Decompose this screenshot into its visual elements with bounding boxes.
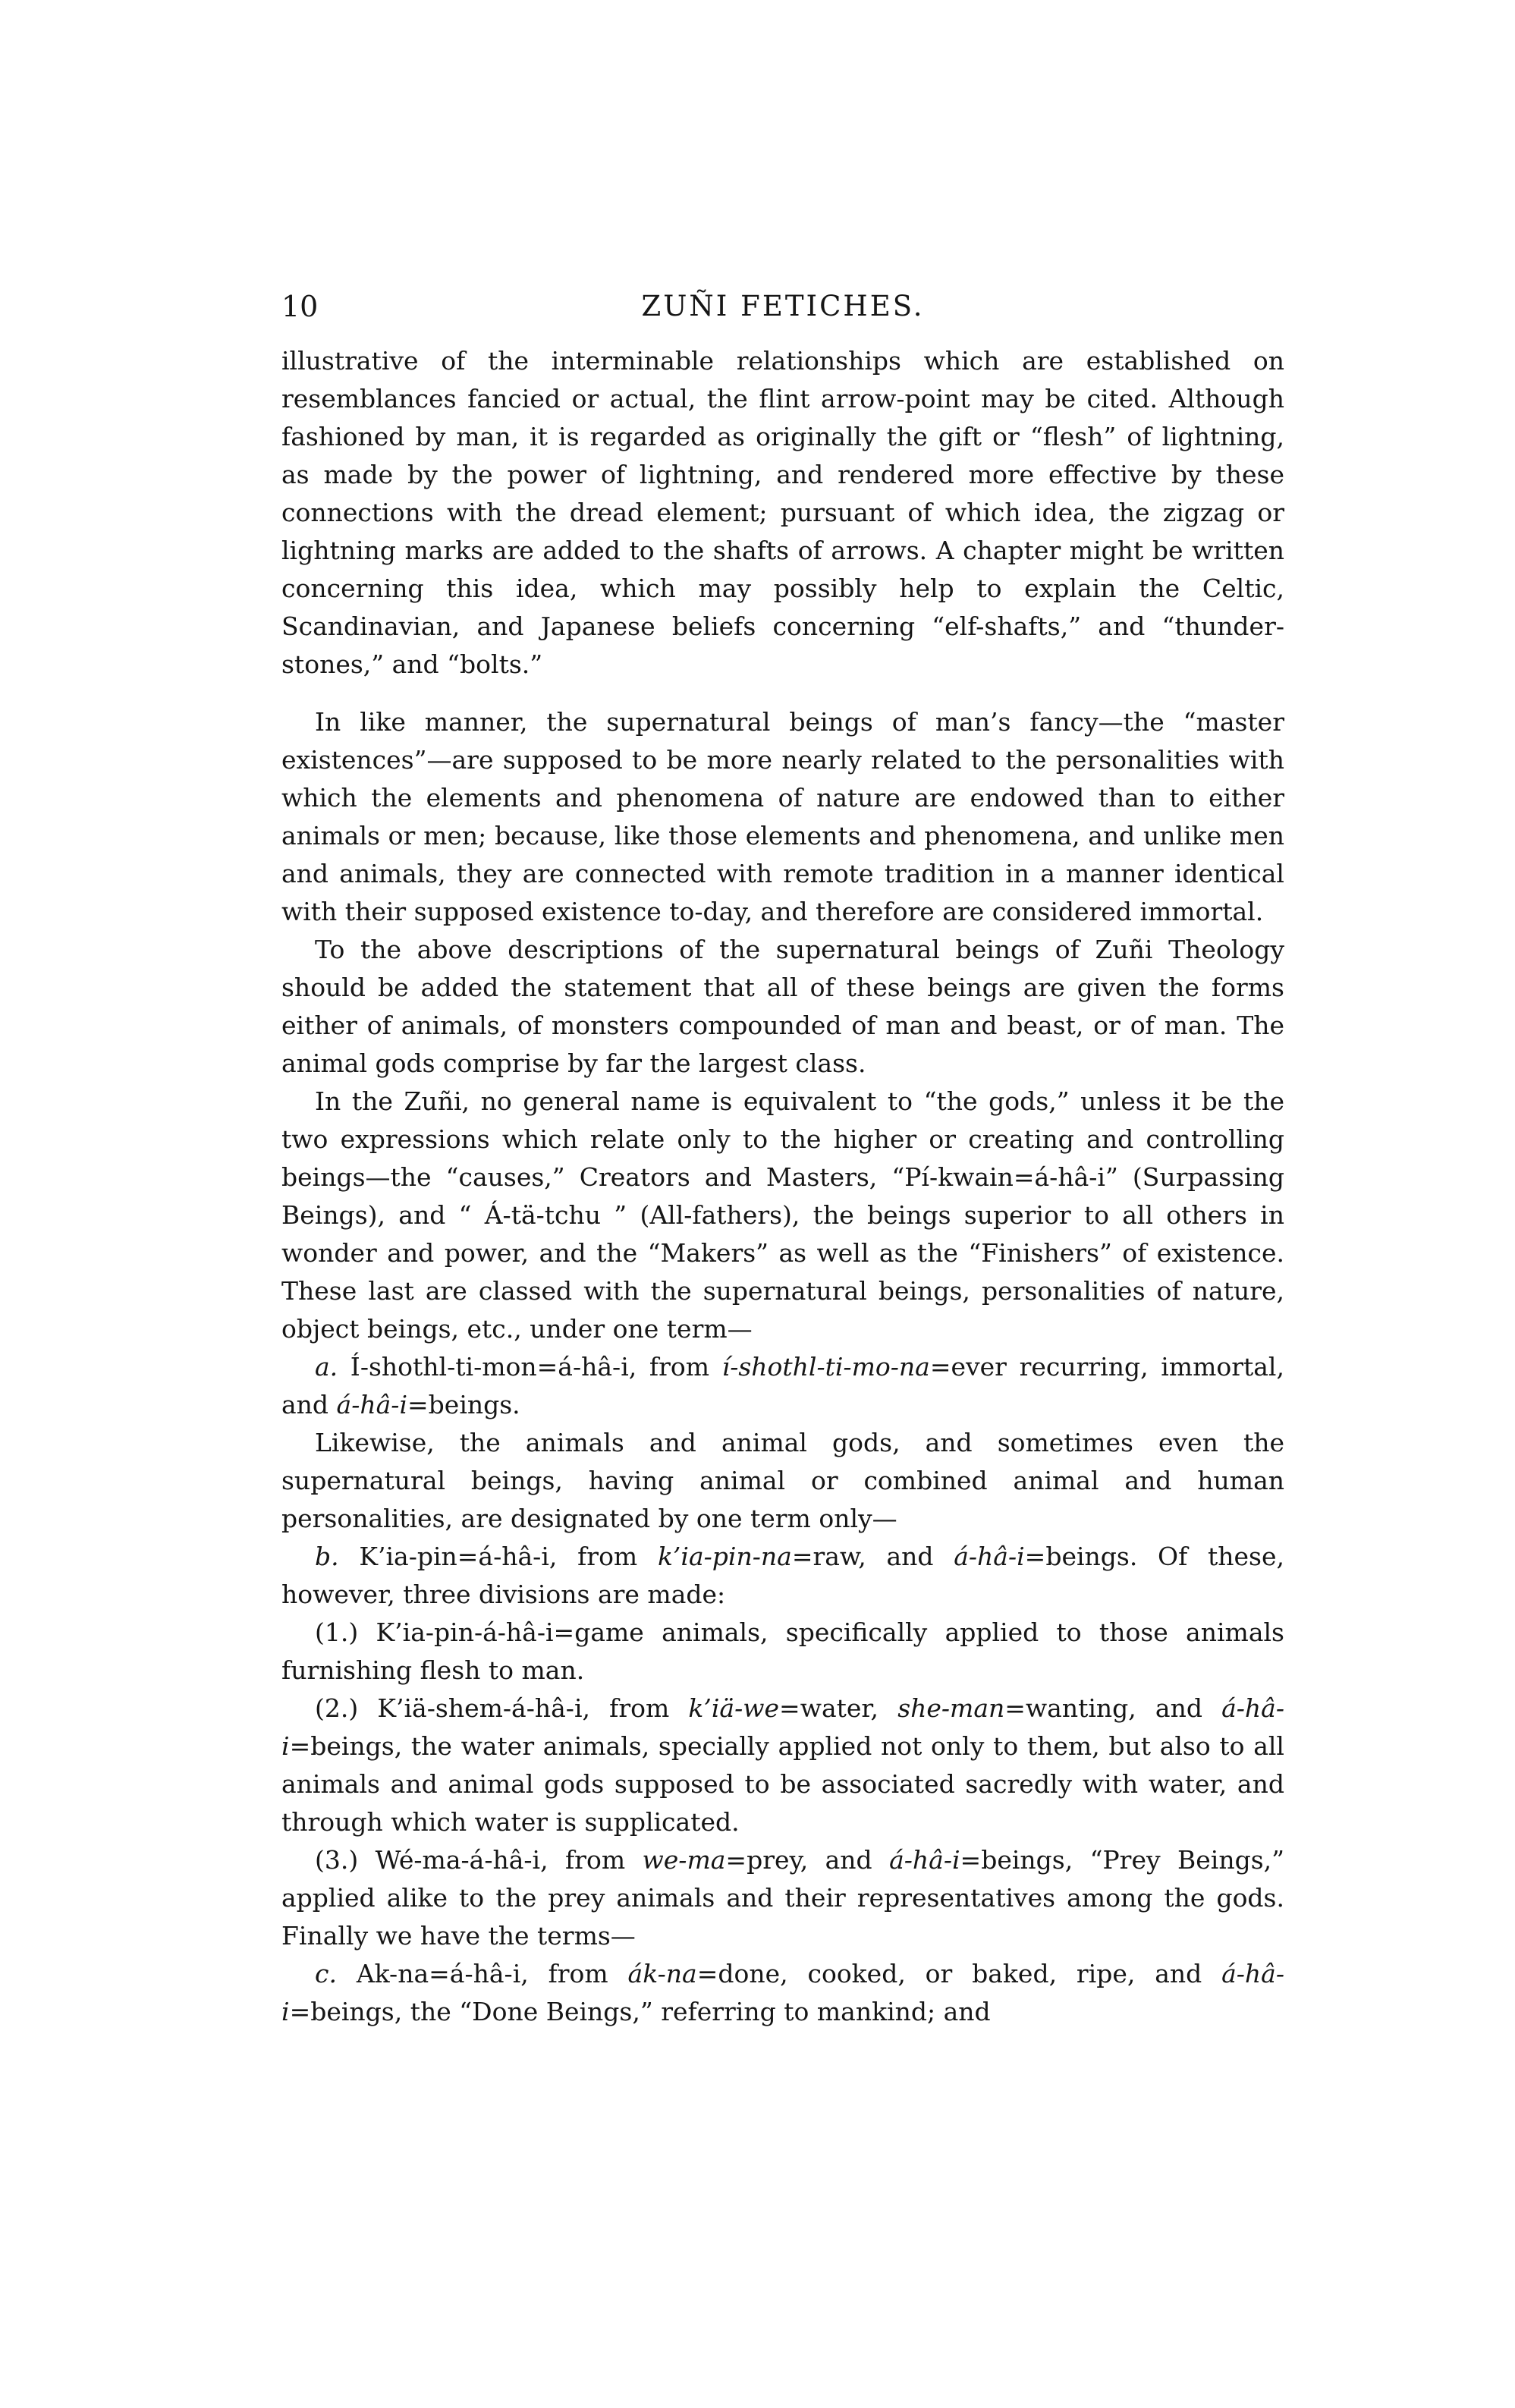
italic-text-run: ák-na (627, 1959, 697, 1988)
text-run: (3.) Wé-ma-á-hâ-i, from (315, 1845, 643, 1875)
page-body (281, 342, 1284, 2031)
paragraph-4 (281, 1083, 1284, 1348)
paragraph-7 (281, 1538, 1284, 1614)
text-run: =beings, “Prey Beings,” applied alike to the prey animals and their representatives among the gods. Finally we have the terms— (281, 1845, 1285, 1951)
italic-text-run: á-hâ-i (336, 1390, 408, 1419)
text-run: To the above descriptions of the supernatural beings of Zuñi Theology should be added the statement that all of these beings are given the forms either of animals, of monsters compounded of man and beast, or of man. The animal gods comprise by far the largest class. (281, 935, 1284, 1078)
text-run: Í-shothl-ti-mon=á-hâ-i, from (338, 1352, 722, 1382)
italic-text-run: í-shothl-ti-mo-na (721, 1352, 930, 1382)
text-run: In the Zuñi, no general name is equivalent to “the gods,” unless it be the two expressions which relate only to the higher or creating and controlling beings—the “causes,” Creators and Masters, “Pí-kwain=á-hâ-i” (Surpassing Beings), and “ Á-tä-tchu ” (All-fathers), the beings superior to all others in wonder and power, and the “Makers” as well as the “Finishers” of existence. These last are classed with the supernatural beings, personalities of nature, object beings, etc., under one term— (281, 1086, 1284, 1344)
italic-text-run: á-hâ-i (889, 1845, 960, 1875)
text-run: illustrative of the interminable relationships which are established on resemblances fancied or actual, the flint arrow-point may be cited. Although fashioned by man, it is regarded as originally the gift or “flesh” of lightning, as made by the power of lightning, and rendered more effective by these connections with the dread element; pursuant of which idea, the zigzag or lightning marks are added to the shafts of arrows. A chapter might be written concerning this idea, which may possibly help to explain the Celtic, Scandinavian, and Japanese beliefs concerning “elf-shafts,” and “thunder-stones,” and “bolts.” (281, 346, 1284, 679)
paragraph-9 (281, 1690, 1284, 1841)
running-title: ZUÑI FETICHES. (641, 290, 925, 322)
text-run: =beings, the “Done Beings,” referring to mankind; and (289, 1997, 991, 2026)
paragraph-6 (281, 1424, 1284, 1538)
italic-text-run: we-ma (642, 1845, 726, 1875)
italic-text-run: c. (315, 1959, 337, 1988)
paragraph-11 (281, 1955, 1284, 2031)
text-run: =done, cooked, or baked, ripe, and (696, 1959, 1222, 1988)
italic-text-run: k’iä-we (688, 1693, 780, 1723)
text-run: =beings. Of these, however, three divisions are made: (281, 1542, 1284, 1609)
text-run: =beings, the water animals, specially applied not only to them, but also to all animals and animal gods supposed to be associated sacredly with water, and through which water is supplicated. (281, 1731, 1284, 1837)
text-run: Likewise, the animals and animal gods, and sometimes even the supernatural beings, having animal or combined animal and human personalities, are designated by one term only— (281, 1428, 1284, 1533)
text-run: =ever recurring, immortal, and (281, 1352, 1284, 1419)
text-run: =water, (779, 1693, 898, 1723)
page-header (281, 289, 1284, 325)
italic-text-run: she-man (897, 1693, 1005, 1723)
text-run: Ak-na=á-hâ-i, from (336, 1959, 628, 1988)
italic-text-run: k’ia-pin-na (657, 1542, 792, 1571)
paragraph-8 (281, 1614, 1284, 1690)
paragraph-10 (281, 1841, 1284, 1955)
text-run: In like manner, the supernatural beings of man’s fancy—the “master existences”—are supposed to be more nearly related to the personalities with which the elements and phenomena of nature are endowed than to either animals or men; because, like those elements and phenomena, and unlike men and animals, they are connected with remote tradition in a manner identical with their supposed existence to-day, and therefore are considered immortal. (281, 707, 1284, 926)
text-run: =raw, and (791, 1542, 954, 1571)
text-run: =wanting, and (1004, 1693, 1222, 1723)
text-run: =beings. (407, 1390, 520, 1419)
italic-text-run: a. (315, 1352, 338, 1382)
italic-text-run: b. (315, 1542, 339, 1571)
italic-text-run: á-hâ-i (954, 1542, 1025, 1571)
text-run: (2.) K’iä-shem-á-hâ-i, from (315, 1693, 689, 1723)
italic-text-run: á-hâ-i (281, 1693, 1284, 1761)
paragraph-2 (281, 703, 1284, 931)
italic-text-run: á-hâ-i (281, 1959, 1284, 2026)
paragraph-3 (281, 931, 1284, 1083)
paragraph-1 (281, 342, 1284, 684)
page-number: 10 (281, 290, 319, 323)
text-run: =prey, and (725, 1845, 890, 1875)
paragraph-5 (281, 1348, 1284, 1424)
text-run: K’ia-pin=á-hâ-i, from (338, 1542, 658, 1571)
text-run: (1.) K’ia-pin-á-hâ-i=game animals, specifically applied to those animals furnishing flesh to man. (281, 1617, 1284, 1685)
